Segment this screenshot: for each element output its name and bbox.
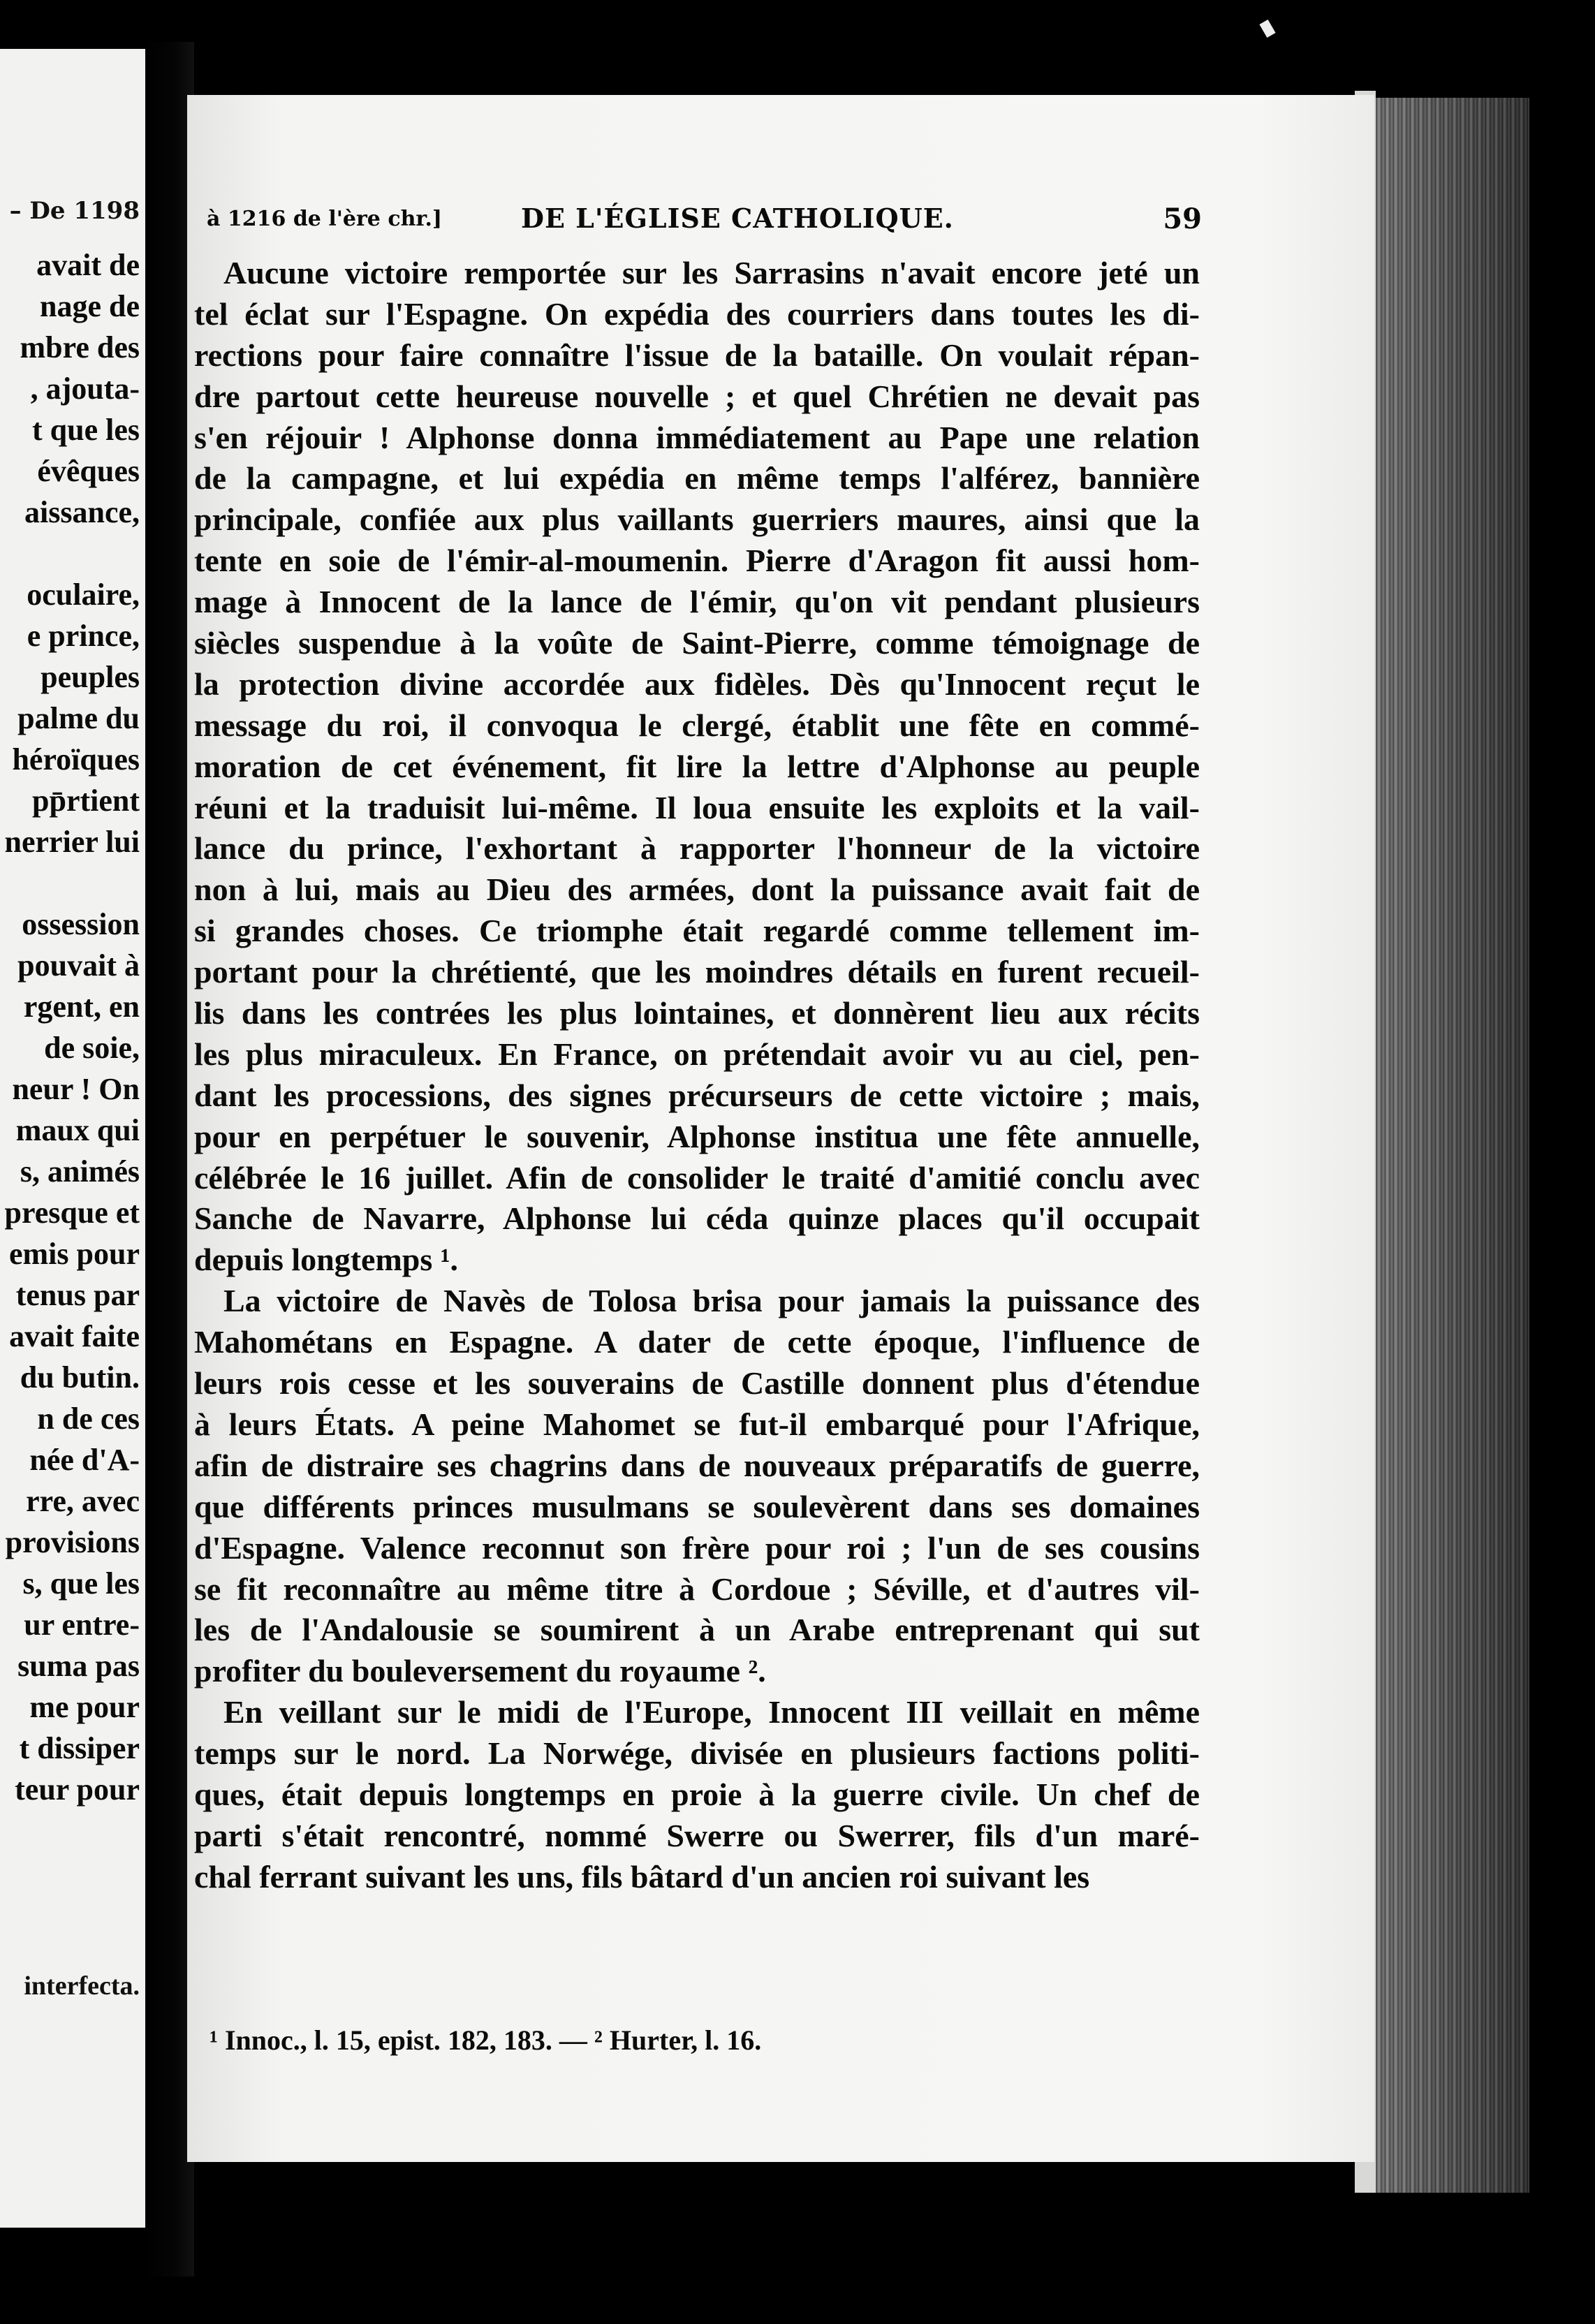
body-line: siècles suspendue à la voûte de Saint-Pierre, comme témoignage de [194,625,1200,661]
left-page-line: maux qui [15,1113,140,1147]
body-text [194,253,1200,1898]
body-line: La victoire de Navès de Tolosa brisa pour jamais la puissance des [223,1283,1200,1319]
body-line: afin de distraire ses chagrins dans de nouveaux préparatifs de guerre, [194,1447,1200,1483]
body-line: profiter du bouleversement du royaume ². [194,1653,766,1689]
left-page-header: – De 1198 [9,197,140,225]
body-line: les de l'Andalousie se soumirent à un Arabe entreprenant qui sut [194,1612,1200,1648]
left-page-line [0,533,140,574]
body-line: à leurs États. A peine Mahomet se fut-il embarqué pour l'Afrique, [194,1406,1200,1442]
left-page-line: emis pour [9,1237,140,1271]
left-page-line: tenus par [15,1278,140,1312]
left-page-line: , ajouta- [30,372,140,406]
body-line: pour en perpétuer le souvenir, Alphonse institua une fête annuelle, [194,1118,1200,1154]
body-line: lis dans les contrées les plus lointaines, et donnèrent lieu aux récits [194,995,1200,1031]
left-page-line: t que les [32,413,140,447]
body-line: d'Espagne. Valence reconnut son frère pour roi ; l'un de ses cousins [194,1529,1200,1566]
body-line: ques, était depuis longtemps en proie à la guerre civile. Un chef de [194,1776,1200,1812]
left-page-line: s, animés [20,1154,140,1189]
left-page-line: du butin. [20,1360,140,1395]
body-line: depuis longtemps ¹. [194,1242,459,1278]
left-page-line: avait de [36,248,140,282]
body-line: rections pour faire connaître l'issue de la bataille. On voulait répan- [194,337,1200,373]
body-line: principale, confiée aux plus vaillants guerriers maures, ainsi que la [194,501,1200,538]
body-line: les plus miraculeux. En France, on prétendait avoir vu au ciel, pen- [194,1036,1200,1072]
header-title: DE L'ÉGLISE CATHOLIQUE. [521,203,954,234]
body-line: célébrée le 16 juillet. Afin de consolider le traité d'amitié conclu avec [194,1159,1200,1196]
body-line: lance du prince, l'exhortant à rapporter l'honneur de la victoire [194,830,1200,867]
left-page-line: palme du [17,701,140,735]
body-line: moration de cet événement, fit lire la lettre d'Alphonse au peuple [194,748,1200,784]
body-line: réuni et la traduisit lui-même. Il loua ensuite les exploits et la vail- [194,789,1200,825]
body-line: dre partout cette heureuse nouvelle ; et quel Chrétien ne devait pas [194,378,1200,414]
body-line: parti s'était rencontré, nommé Swerre ou Swerrer, fils d'un maré- [194,1817,1200,1853]
body-line: tel éclat sur l'Espagne. On expédia des courriers dans toutes les di- [194,295,1200,332]
left-page-line: nerrier lui [4,825,140,859]
left-page-line: héroïques [12,742,140,777]
left-page-line: oculaire, [27,578,140,612]
left-page-line: presque et [4,1196,140,1230]
left-page-line: évêques [37,454,140,488]
body-line: Aucune victoire remportée sur les Sarrasins n'avait encore jeté un [223,255,1200,290]
left-page-line: me pour [29,1690,140,1724]
footnotes: ¹ Innoc., l. 15, epist. 182, 183. — ² Hurter, l. 16. [210,2024,762,2056]
left-page-line: e prince, [27,619,140,653]
page-edges-shade [1369,98,1529,2193]
left-page-line: avait faite [9,1319,140,1353]
body-line: s'en réjouir ! Alphonse donna immédiatement au Pape une relation [194,419,1200,455]
body-line: que différents princes musulmans se soulevèrent dans ses domaines [194,1488,1200,1524]
body-line: de la campagne, et lui expédia en même temps l'alférez, bannière [194,460,1200,497]
left-page-line: peuples [41,660,140,694]
body-line: se fit reconnaître au même titre à Cordoue ; Séville, et d'autres vil- [194,1571,1200,1607]
left-page-line: s, que les [22,1566,140,1601]
body-line: la protection divine accordée aux fidèles. Dès qu'Innocent reçut le [194,665,1200,702]
body-line: chal ferrant suivant les uns, fils bâtard d'un ancien roi suivant les [194,1858,1090,1895]
body-line: Mahométans en Espagne. A dater de cette époque, l'influence de [194,1324,1200,1360]
left-page-line: suma pas [17,1649,140,1683]
left-page-line: provisions [5,1525,140,1559]
left-page-fragment [0,49,145,2228]
body-line: mage à Innocent de la lance de l'émir, qu'on vit pendant plusieurs [194,584,1200,620]
left-page-line: née d'A- [29,1443,140,1477]
left-page-line [0,862,140,904]
body-line: dant les processions, des signes précurseurs de cette victoire ; mais, [194,1077,1200,1113]
body-line: En veillant sur le midi de l'Europe, Innocent III veillait en même [223,1694,1200,1730]
left-page-line: n de ces [37,1402,140,1436]
body-line: Sanche de Navarre, Alphonse lui céda quinze places qu'il occupait [194,1200,1200,1237]
left-page-lines [0,244,140,1810]
left-page-line: pp̄rtient [32,784,140,818]
header-date-range: à 1216 de l'ère chr.] [207,207,443,231]
left-page-line: neur ! On [12,1072,140,1106]
running-header [207,203,1202,244]
body-line: portant pour la chrétienté, que les moindres détails en furent recueil- [194,954,1200,990]
body-line: non à lui, mais au Dieu des armées, dont la puissance avait fait de [194,872,1200,908]
left-page-footnote: interfecta. [24,1971,140,2001]
left-page-line: aissance, [24,495,140,529]
left-page-line: pouvait à [17,948,140,983]
body-line: message du roi, il convoqua le clergé, établit une fête en commé- [194,707,1200,743]
left-page-line: rgent, en [23,990,140,1024]
corner-mark [1259,20,1275,38]
body-line: temps sur le nord. La Norwége, divisée en plusieurs factions politi- [194,1735,1200,1772]
left-page-line: ossession [22,907,140,941]
left-page-line: mbre des [20,330,140,365]
left-page-line: ur entre- [24,1608,140,1642]
left-page-line: rre, avec [26,1484,140,1518]
left-page-line: nage de [40,289,140,323]
left-page-line: teur pour [15,1772,140,1807]
page-number: 59 [1163,203,1202,235]
body-line: si grandes choses. Ce triomphe était regardé comme tellement im- [194,913,1200,949]
body-line: leurs rois cesse et les souverains de Castille donnent plus d'étendue [194,1365,1200,1402]
left-page-line: t dissiper [19,1731,140,1765]
left-page-line: de soie, [44,1031,140,1065]
body-line: tente en soie de l'émir-al-moumenin. Pierre d'Aragon fit aussi hom- [194,543,1200,579]
